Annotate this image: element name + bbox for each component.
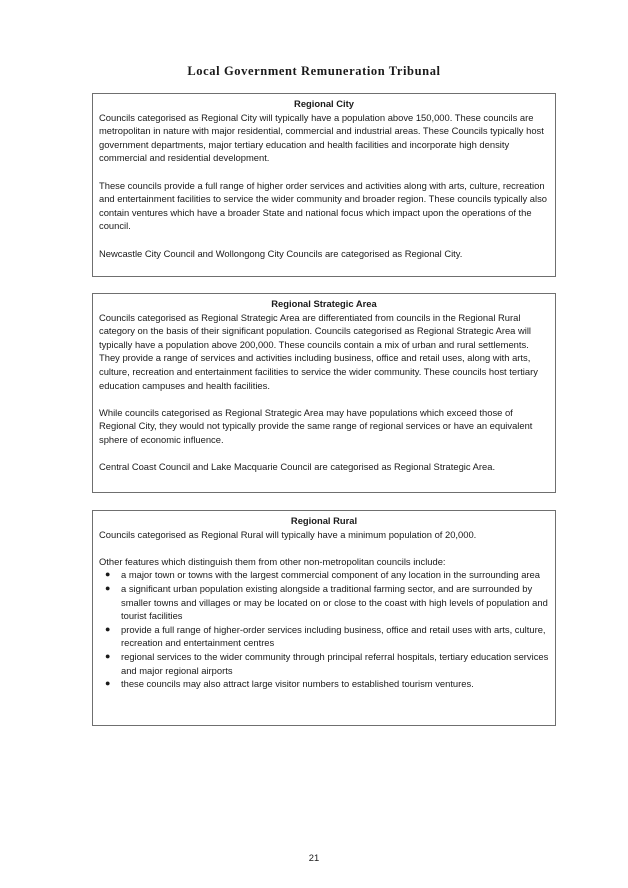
section-paragraph: Newcastle City Council and Wollongong City Councils are categorised as Regional City. (99, 247, 463, 259)
section-heading: Regional City (294, 98, 354, 109)
list-item-text: a significant urban population existing alongside a traditional farming sector, and are surrounded by smaller towns and villages or may be located on or close to the coast with high levels of population and tourist facilities (121, 582, 548, 622)
bullet-icon: ● (105, 623, 111, 634)
page-title: Local Government Remuneration Tribunal (187, 64, 441, 78)
features-list (99, 568, 549, 690)
list-item (99, 623, 549, 650)
section-paragraph: Central Coast Council and Lake Macquarie Council are categorised as Regional Strategic Area. (99, 461, 496, 473)
section-paragraph: Councils categorised as Regional Rural will typically have a minimum population of 20,000. (99, 528, 477, 540)
regional-strategic-area-box (92, 293, 556, 493)
regional-rural-box (92, 510, 556, 726)
bullet-icon: ● (105, 582, 111, 593)
section-paragraph: These councils provide a full range of higher order services and activities along with arts, culture, recreation and entertainment facilities to service the wider community and broader region. These councils typically also contain ventures which have a broader State and national focus which impact upon the operations of the council. (99, 179, 547, 232)
list-item (99, 650, 549, 677)
bullet-icon: ● (105, 650, 111, 661)
regional-city-box (92, 93, 556, 277)
list-item-text: a major town or towns with the largest commercial component of any location in the surrounding area (121, 569, 540, 581)
list-item-text: these councils may also attract large visitor numbers to established tourism ventures. (121, 678, 474, 690)
list-item (99, 568, 549, 582)
bullet-icon: ● (105, 678, 111, 689)
section-heading: Regional Rural (290, 515, 358, 526)
list-item (99, 582, 549, 623)
section-paragraph: While councils categorised as Regional Strategic Area may have populations which exceed those of Regional City, they would not typically provide the same range of regional services or have an equivalent sphere of economic influence. (99, 406, 533, 445)
section-paragraph: Councils categorised as Regional City will typically have a population above 150,000. These councils are metropolitan in nature with major residential, commercial and industrial areas. These Councils typically host government departments, major tertiary education and health facilities and incorporate high density commercial and residential development. (99, 111, 544, 164)
page-number: 21 (308, 852, 320, 863)
section-paragraph: Other features which distinguish them from other non-metropolitan councils include: (99, 555, 446, 567)
section-heading: Regional Strategic Area (271, 298, 377, 309)
list-item-text: provide a full range of higher-order services including business, office and retail uses with arts, culture, recreation and entertainment centres (121, 623, 546, 649)
section-paragraph: Councils categorised as Regional Strategic Area are differentiated from councils in the Regional Rural category on the basis of their significant population. Councils categorised as Regional Strategic Area will typically have a population above 200,000. These councils contain a mix of urban and rural settlements. They provide a range of services and activities including business, office and retail uses, along with arts, culture, recreation and entertainment facilities to service the wider community. These councils host tertiary education campuses and health facilities. (99, 311, 538, 391)
list-item (99, 677, 549, 691)
bullet-icon: ● (105, 569, 111, 580)
list-item-text: regional services to the wider community through principal referral hospitals, tertiary education services and major regional airports (121, 650, 549, 676)
